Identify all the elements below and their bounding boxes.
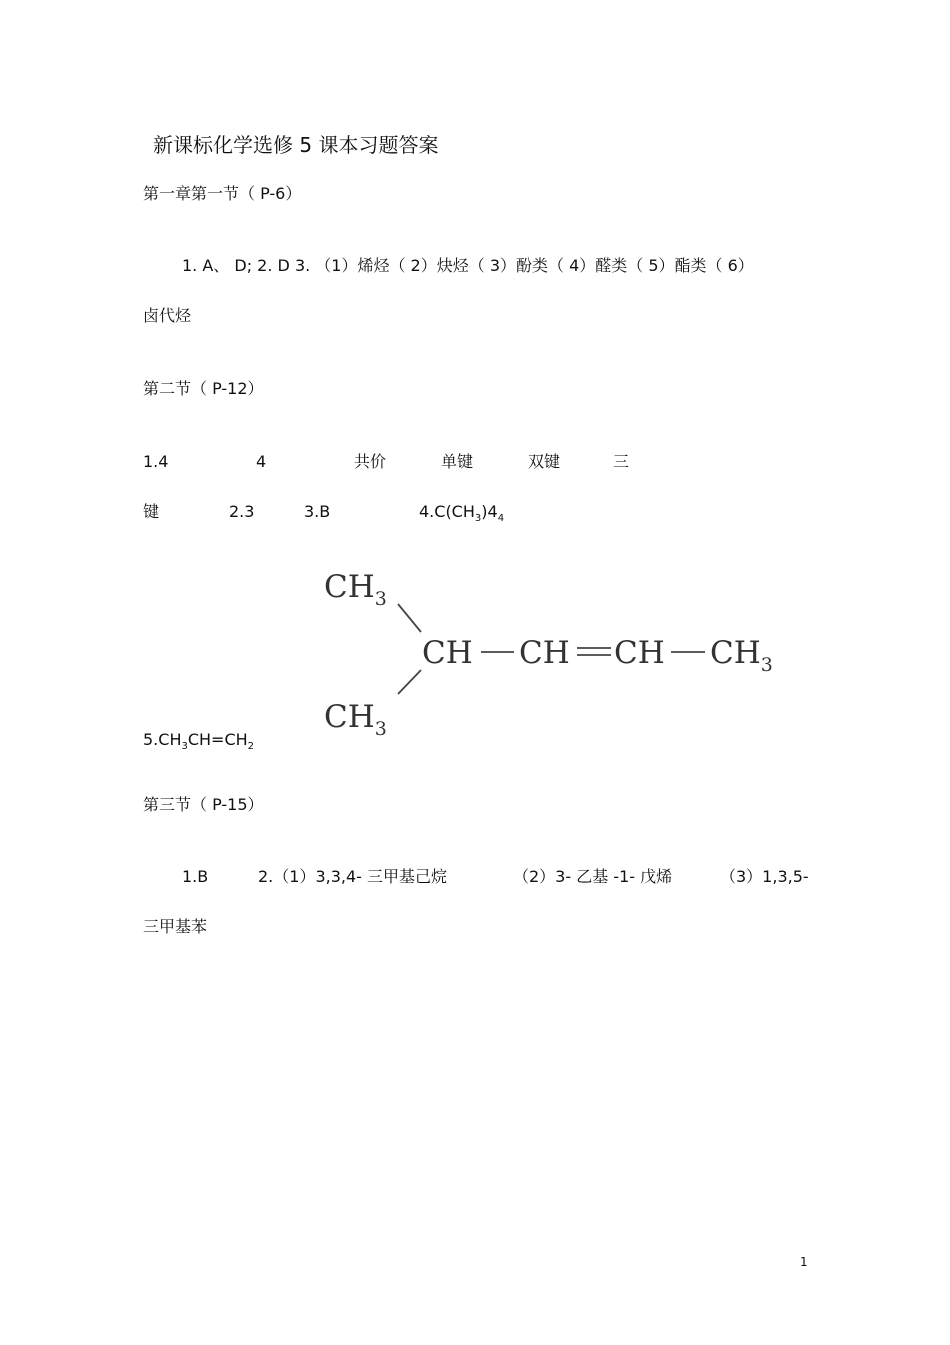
- q4-formula-sub: 3: [474, 513, 482, 524]
- q4-formula-tail: )4: [481, 502, 498, 521]
- section2-answer-q5: [143, 730, 254, 753]
- q4-formula-main: 4.C(CH: [419, 502, 475, 521]
- section2-answer-q3: 3.B: [304, 502, 331, 521]
- structural-formula: [318, 560, 788, 740]
- section2-answer-covalent: 共价: [354, 452, 387, 471]
- formula-bottom-group: $CH_3$: [324, 699, 387, 740]
- chapter1-heading: 第一章第一节（ P-6）: [143, 184, 302, 203]
- formula-top-group: $CH_3$: [324, 569, 387, 610]
- section2-heading: 第二节（ P-12）: [143, 379, 264, 398]
- chapter1-answers-line1: 1. A、 D; 2. D 3. （1）烯烃（ 2）炔烃（ 3）酚类（ 4）醛类（ 5）酯类（ 6）: [182, 256, 754, 275]
- formula-chain-ch-3: CH: [614, 635, 665, 671]
- section2-answer-triple: 三: [613, 452, 630, 471]
- section2-answer-q4: [419, 502, 504, 525]
- section2-answer-1: 1.4: [143, 452, 169, 471]
- document-title: 新课标化学选修 5 课本习题答案: [153, 133, 439, 157]
- section3-answer-line2: 三甲基苯: [143, 917, 208, 936]
- formula-chain-ch-2: CH: [519, 635, 570, 671]
- section3-answer-q1: 1.B: [182, 867, 209, 886]
- formula-chain-ch3-end: $CH_3$: [710, 635, 773, 676]
- section3-answer-q2-part2: （2）3- 乙基 -1- 戊烯: [513, 867, 673, 886]
- bond-top: [398, 604, 421, 632]
- q5-formula-main: 5.CH: [143, 730, 182, 749]
- section2-answer-q2: 2.3: [229, 502, 255, 521]
- q5-formula-sub2: 2: [247, 741, 255, 752]
- q5-formula-sub1: 3: [181, 741, 188, 752]
- section3-answer-q2-part1: 2.（1）3,3,4- 三甲基己烷: [258, 867, 448, 886]
- q5-formula-mid: CH=CH: [187, 730, 248, 749]
- section3-heading: 第三节（ P-15）: [143, 795, 264, 814]
- section2-answer-single-bond: 单键: [441, 452, 474, 471]
- section3-answer-q2-part3: （3）1,3,5-: [720, 867, 809, 886]
- formula-chain-ch-1: CH: [422, 635, 473, 671]
- section2-answer-2: 4: [256, 452, 267, 471]
- page-number: 1: [800, 1255, 808, 1269]
- chapter1-answers-line2: 卤代烃: [143, 306, 192, 325]
- section2-answer-double-bond: 双键: [528, 452, 561, 471]
- section2-answer-bond: 键: [143, 502, 160, 521]
- bond-bottom: [398, 670, 421, 694]
- q4-formula-sub2: 4: [497, 513, 505, 524]
